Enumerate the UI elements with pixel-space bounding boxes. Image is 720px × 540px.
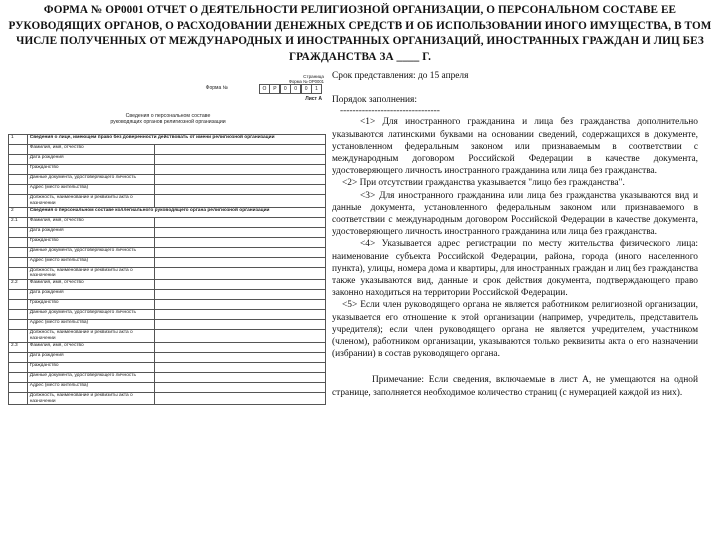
row-number [9,185,28,195]
field-value [154,195,325,208]
field-value [154,290,325,300]
field-label: Дата рождения [27,227,154,237]
field-value [154,280,325,290]
field-label: Гражданство [27,300,154,310]
table-row [9,300,326,310]
field-value [154,155,325,165]
table-row [9,155,326,165]
form-code-digit: 0 [301,84,312,94]
row-number [9,237,28,247]
row-number [9,310,28,320]
row-number [9,267,28,280]
table-row [9,392,326,405]
field-value [154,165,325,175]
deadline: Срок представления: до 15 апреля [332,71,469,81]
note-1: <1> Для иностранного гражданина и лица без гражданства дополнительно указываются латинскими буквами на основании сведений, содержащихся в документе, установленном федеральным законом или признаваемым в соответствии с международным договором Российской Федерации в качестве документа, удостоверяющего личность иностранного гражданина или лица без гражданства. [332,117,698,177]
field-value [154,310,325,320]
note-4: <4> Указывается адрес регистрации по месту жительства физического лица: наименование субъекта Российской Федерации, района, города (иного населенного пункта), улицы, номера дома и квартиры, для иностранных граждан и лиц без гражданства также указываются вид, данные и срок действия документа, подтверждающего право законно находиться на территории Российской Федерации. [332,239,698,299]
field-label: Адрес (место жительства) [27,382,154,392]
row-number: 2.3 [9,342,28,352]
row-number [9,362,28,372]
field-label: Гражданство [27,362,154,372]
field-value [154,247,325,257]
row-number [9,257,28,267]
form-code-digit: О [259,84,270,94]
field-label: Фамилия, имя, отчество [27,217,154,227]
table-row [9,320,326,330]
form-code-label: Форма № [205,85,228,91]
field-value [154,382,325,392]
field-value [154,300,325,310]
field-label: Фамилия, имя, отчество [27,280,154,290]
row-number: 1 [9,135,28,145]
field-value [154,145,325,155]
separator: -------------------------------- [340,106,440,117]
table-row [9,362,326,372]
field-label: Гражданство [27,237,154,247]
table-row [9,195,326,208]
form-header-number: Форма № ОР0001 [288,79,324,84]
table-row [9,257,326,267]
table-row [9,207,326,217]
field-value [154,352,325,362]
table-row [9,280,326,290]
field-value [154,175,325,185]
field-label: Адрес (место жительства) [27,320,154,330]
form-title-line-1: Сведения о персональном составе [125,113,211,119]
table-row [9,175,326,185]
row-number: 2.1 [9,217,28,227]
note-3: <3> Для иностранного гражданина или лица без гражданства указываются вид и данные документа, установленного федеральным законом или признаваемого в соответствии с международным договором Российской Федерации в качестве документа, удостоверяющего личность иностранного гражданина или лица без гражданства. [332,190,698,238]
row-number [9,247,28,257]
field-label: Дата рождения [27,352,154,362]
field-value [154,227,325,237]
field-value [154,217,325,227]
field-value [154,342,325,352]
row-number [9,392,28,405]
field-label: Фамилия, имя, отчество [27,342,154,352]
table-row [9,342,326,352]
row-number [9,372,28,382]
field-value [154,257,325,267]
table-row [9,372,326,382]
table-row [9,135,326,145]
note-remark: Примечание: Если сведения, включаемые в лист А, не умещаются на одной странице, заполняется необходимое количество страниц (с нумерацией каждой из них). [332,375,698,398]
row-number [9,227,28,237]
table-row [9,217,326,227]
field-label: Дата рождения [27,155,154,165]
row-number: 2.2 [9,280,28,290]
row-number: 2 [9,207,28,217]
row-number [9,145,28,155]
note-2: <2> При отсутствии гражданства указывается "лицо без гражданства". [342,178,625,189]
row-number [9,300,28,310]
row-number [9,330,28,343]
field-value [154,392,325,405]
field-value [154,185,325,195]
field-label: Дата рождения [27,290,154,300]
field-label: Фамилия, имя, отчество [27,145,154,155]
form-code-digit: 0 [290,84,301,94]
field-value [154,320,325,330]
note-5: <5> Если член руководящего органа не является работником религиозной организации, указывается его отношение к этой организации (например, учредитель, представитель учредителя); если член руководящего органа не является учредителем, участником (членом), работником организации, указываются только реквизиты акта о его назначении (избрании) в состав руководящего органа. [332,300,698,360]
field-label: Данные документа, удостоверяющего личность [27,372,154,382]
form-section-title [8,113,328,126]
field-value [154,237,325,247]
field-label: Должность, наименование и реквизиты акта о назначении [27,267,154,280]
field-label: Адрес (место жительства) [27,185,154,195]
table-row [9,267,326,280]
table-row [9,330,326,343]
form-title-line-2: руководящих органов религиозной организации [110,119,226,126]
section-heading: Сведения о лице, имеющем право без доверенности действовать от имени религиозной организации [27,135,325,145]
table-row [9,185,326,195]
row-number [9,320,28,330]
row-number [9,290,28,300]
form-header-page: Страница [303,74,324,79]
form-code-boxes [260,84,322,94]
field-label: Должность, наименование и реквизиты акта о назначении [27,330,154,343]
form-list-label: Лист А [305,96,322,102]
form-code-digit: 0 [280,84,291,94]
table-row [9,165,326,175]
section-heading: Сведения о персональном составе коллегиального руководящего органа религиозной организации [27,207,325,217]
field-label: Должность, наименование и реквизиты акта о назначении [27,195,154,208]
instructions [332,70,698,399]
row-number [9,195,28,208]
field-label: Должность, наименование и реквизиты акта о назначении [27,392,154,405]
row-number [9,165,28,175]
form-code-digit: 1 [311,84,322,94]
table-row [9,247,326,257]
row-number [9,155,28,165]
form-table [8,134,326,405]
field-value [154,267,325,280]
table-row [9,310,326,320]
page-title: ФОРМА № ОР0001 ОТЧЕТ О ДЕЯТЕЛЬНОСТИ РЕЛИГИОЗНОЙ ОРГАНИЗАЦИИ, О ПЕРСОНАЛЬНОМ СОСТАВЕ ЕЕ РУКОВОДЯЩИХ ОРГАНОВ, О РАСХОДОВАНИИ ДЕНЕЖНЫХ СРЕДСТВ И ОБ ИСПОЛЬЗОВАНИИ ИНОГО ИМУЩЕСТВА, В ТОМ ЧИСЛЕ ПОЛУЧЕННЫХ ОТ МЕЖДУНАРОДНЫХ И ИНОСТРАННЫХ ОРГАНИЗАЦИЙ, ИНОСТРАННЫХ ГРАЖДАН И ЛИЦ БЕЗ ГРАЖДАНСТВА ЗА ____ Г. [8,4,712,63]
table-row [9,237,326,247]
table-row [9,145,326,155]
field-label: Данные документа, удостоверяющего личность [27,247,154,257]
row-number [9,175,28,185]
form-code-digit: Р [269,84,280,94]
field-value [154,330,325,343]
field-label: Гражданство [27,165,154,175]
table-row [9,352,326,362]
row-number [9,382,28,392]
row-number [9,352,28,362]
field-label: Данные документа, удостоверяющего личность [27,310,154,320]
order-title: Порядок заполнения: [332,95,417,106]
field-label: Данные документа, удостоверяющего личность [27,175,154,185]
field-label: Адрес (место жительства) [27,257,154,267]
field-value [154,362,325,372]
table-row [9,290,326,300]
table-row [9,382,326,392]
table-row [9,227,326,237]
form-thumbnail [8,72,328,534]
field-value [154,372,325,382]
